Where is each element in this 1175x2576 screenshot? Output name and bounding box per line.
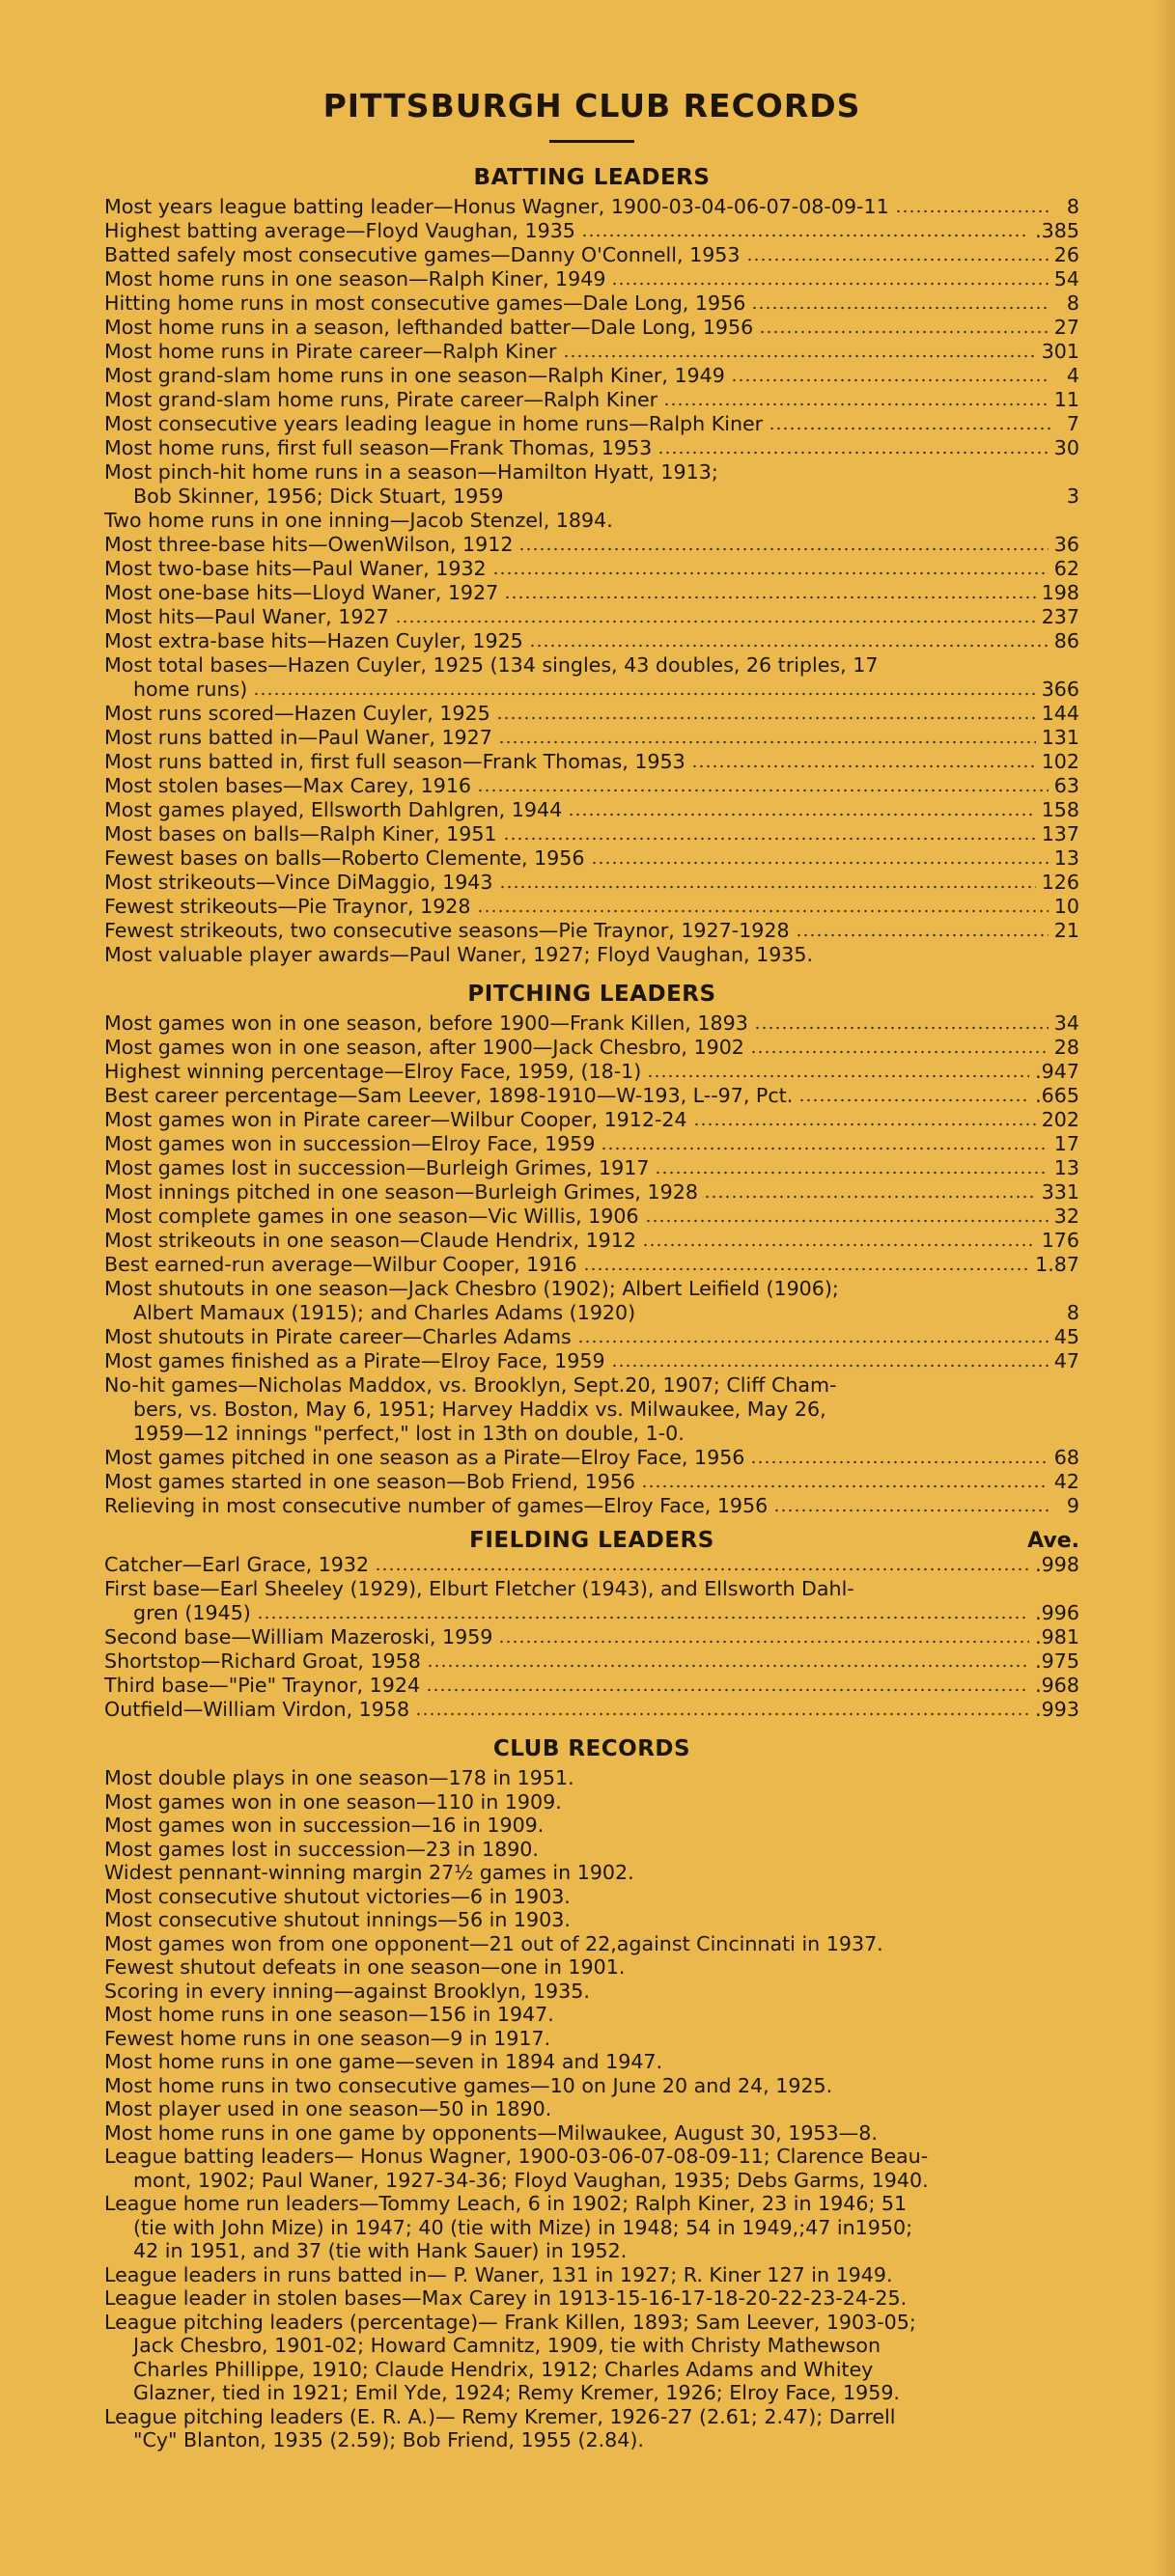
- record-text: League leaders in runs batted in— P. Waner, 131 in 1927; R. Kiner 127 in 1949.: [104, 2262, 893, 2286]
- record-text: Most years league batting leader—Honus Wagner, 1900-03-04-06-07-08-09-11: [104, 195, 889, 218]
- record-text: Most runs batted in, first full season—Frank Thomas, 1953: [104, 750, 685, 773]
- batting-leaders-heading: BATTING LEADERS: [473, 165, 711, 190]
- record-row: [104, 557, 1079, 581]
- record-value: 11: [1053, 388, 1079, 411]
- record-text: League leader in stolen bases—Max Carey in 1913-15-16-17-18-20-22-23-24-25.: [104, 2286, 908, 2310]
- record-value: 158: [1041, 798, 1079, 821]
- record-text: Shortstop—Richard Groat, 1958: [104, 1649, 421, 1673]
- record-value: 331: [1041, 1180, 1079, 1204]
- batting-list-2: [104, 533, 1079, 653]
- record-value: 8: [1066, 291, 1079, 315]
- record-row: [104, 243, 1079, 267]
- record-value: 34: [1053, 1011, 1079, 1035]
- record-row: [104, 267, 1079, 291]
- record-row: [104, 388, 1079, 412]
- record-text: League home run leaders—Tommy Leach, 6 in 1902; Ralph Kiner, 23 in 1946; 51: [104, 2192, 908, 2215]
- record-row: [104, 1036, 1079, 1060]
- record-value: 176: [1041, 1229, 1079, 1252]
- record-row: [104, 629, 1079, 653]
- record-text: Relieving in most consecutive number of games—Elroy Face, 1956: [104, 1494, 769, 1517]
- record-value: 26: [1053, 243, 1079, 266]
- record-text: Third base—"Pie" Traynor, 1924: [104, 1674, 421, 1697]
- record-text: "Cy" Blanton, 1935 (2.59); Bob Friend, 1955 (2.84).: [133, 2428, 644, 2451]
- record-text: Most games won in succession—Elroy Face, 1959: [104, 1132, 596, 1155]
- record-text: Jack Chesbro, 1901-02; Howard Camnitz, 1909, tie with Christy Mathewson: [133, 2334, 881, 2357]
- no-hit-record: [104, 1373, 1079, 1446]
- record-text: (tie with John Mize) in 1947; 40 (tie with Mize) in 1948; 54 in 1949,;47 in1950;: [133, 2215, 913, 2239]
- club-record-line: Most consecutive shutout victories—6 in 1903.: [104, 1884, 571, 1908]
- record-text: Most strikeouts in one season—Claude Hendrix, 1912: [104, 1229, 636, 1252]
- record-value: 237: [1041, 605, 1079, 628]
- record-text: League batting leaders— Honus Wagner, 1900-03-06-07-08-09-11; Clarence Beau-: [104, 2145, 929, 2168]
- record-row: [104, 1132, 1079, 1156]
- record-value: 28: [1053, 1036, 1079, 1059]
- record-text: Most strikeouts—Vince DiMaggio, 1943: [104, 871, 493, 894]
- club-record-line: Most home runs in one game—seven in 1894 and 1947.: [104, 2050, 663, 2073]
- record-row: [104, 1325, 1079, 1349]
- record-text: Most games finished as a Pirate—Elroy Face, 1959: [104, 1349, 605, 1372]
- club-record-line: Most player used in one season—50 in 1890.: [104, 2097, 552, 2120]
- record-value: .947: [1035, 1060, 1079, 1083]
- record-value: 198: [1041, 581, 1079, 604]
- record-row: [104, 533, 1079, 557]
- record-text: Second base—William Mazeroski, 1959: [104, 1625, 493, 1648]
- record-text: 42 in 1951, and 37 (tie with Hank Sauer) in 1952.: [133, 2239, 628, 2262]
- record-text: Most runs batted in—Paul Waner, 1927: [104, 726, 492, 749]
- record-row: [104, 1156, 1079, 1180]
- fielding-leaders-heading: FIELDING LEADERS: [469, 1528, 714, 1553]
- record-text: 1959—12 innings "perfect," lost in 13th on double, 1-0.: [133, 1422, 685, 1445]
- records-sheet: [104, 87, 1079, 2452]
- record-text: Catcher—Earl Grace, 1932: [104, 1553, 370, 1576]
- record-value: 54: [1053, 267, 1079, 291]
- record-row: [104, 1649, 1079, 1674]
- record-text: Most consecutive years leading league in home runs—Ralph Kiner: [104, 412, 764, 435]
- pitching-list-2: [104, 1325, 1079, 1373]
- record-text: Most home runs in one season—Ralph Kiner, 1949: [104, 267, 606, 291]
- record-row: [104, 581, 1079, 605]
- record-row: [104, 340, 1079, 364]
- pitching-list-1: [104, 1011, 1079, 1277]
- record-value: 7: [1066, 412, 1079, 435]
- record-row: [104, 1446, 1079, 1470]
- record-value: 42: [1053, 1470, 1079, 1493]
- club-record-line: Most home runs in one game by opponents—Milwaukee, August 30, 1953—8.: [104, 2120, 878, 2145]
- record-value: 4: [1066, 364, 1079, 387]
- record-value: 8: [1066, 195, 1079, 218]
- total-bases-record: [104, 653, 1079, 702]
- record-value: .975: [1035, 1649, 1079, 1673]
- record-text: Most bases on balls—Ralph Kiner, 1951: [104, 822, 497, 845]
- record-text: Fewest strikeouts—Pie Traynor, 1928: [104, 895, 471, 918]
- record-text: gren (1945): [133, 1601, 251, 1624]
- record-text: Batted safely most consecutive games—Danny O'Connell, 1953: [104, 243, 741, 266]
- record-row: [104, 436, 1079, 460]
- record-text: Most innings pitched in one season—Burleigh Grimes, 1928: [104, 1180, 698, 1204]
- record-text: Fewest strikeouts, two consecutive seasons—Pie Traynor, 1927-1928: [104, 919, 790, 942]
- fielding-list: [104, 1625, 1079, 1722]
- record-text: League pitching leaders (E. R. A.)— Remy Kremer, 1926-27 (2.61; 2.47); Darrell: [104, 2404, 896, 2428]
- club-record-line: Most consecutive shutout innings—56 in 1903.: [104, 1908, 571, 1931]
- record-text: Highest batting average—Floyd Vaughan, 1935: [104, 219, 575, 242]
- record-value: 8: [1066, 1301, 1079, 1324]
- record-row: [104, 412, 1079, 436]
- record-text: Most home runs in a season, lefthanded batter—Dale Long, 1956: [104, 316, 754, 339]
- club-records-heading: CLUB RECORDS: [492, 1736, 691, 1761]
- record-text: Most runs scored—Hazen Cuyler, 1925: [104, 702, 490, 725]
- record-text: Most home runs, first full season—Frank Thomas, 1953: [104, 436, 653, 459]
- record-row: [104, 774, 1079, 798]
- record-value: 45: [1053, 1325, 1079, 1348]
- club-record-line: Scoring in every inning—against Brooklyn, 1935.: [104, 1979, 590, 2003]
- record-text: Most games started in one season—Bob Friend, 1956: [104, 1470, 636, 1493]
- pinch-hit-record: [104, 460, 1079, 509]
- record-value: 86: [1053, 629, 1079, 652]
- record-value: .993: [1035, 1698, 1079, 1721]
- record-text: Best career percentage—Sam Leever, 1898-1910—W-193, L--97, Pct.: [104, 1084, 794, 1107]
- record-row: [104, 1698, 1079, 1722]
- record-text: Outfield—William Virdon, 1958: [104, 1698, 410, 1721]
- club-record-line: Most double plays in one season—178 in 1951.: [104, 1766, 574, 1789]
- record-row: [104, 1470, 1079, 1494]
- record-text: Most stolen bases—Max Carey, 1916: [104, 774, 472, 797]
- record-value: 36: [1053, 533, 1079, 556]
- record-row: [104, 1674, 1079, 1698]
- club-lines: [104, 1766, 1079, 2145]
- record-text: Most games pitched in one season as a Pirate—Elroy Face, 1956: [104, 1446, 745, 1469]
- record-row: [104, 919, 1079, 943]
- record-text: Most two-base hits—Paul Waner, 1932: [104, 557, 487, 580]
- record-row: [104, 1625, 1079, 1649]
- record-value: 68: [1053, 1446, 1079, 1469]
- club-records-list: [104, 1766, 1079, 2452]
- record-value: 202: [1041, 1108, 1079, 1131]
- record-value: 63: [1053, 774, 1079, 797]
- record-row: [104, 1108, 1079, 1132]
- record-text: Highest winning percentage—Elroy Face, 1959, (18-1): [104, 1060, 642, 1083]
- fielding-leaders-header: [104, 1528, 1079, 1553]
- record-row: [104, 702, 1079, 726]
- record-text: Most games lost in succession—Burleigh Grimes, 1917: [104, 1156, 650, 1179]
- pitching-leaders-heading: PITCHING LEADERS: [467, 982, 716, 1007]
- record-row: [104, 798, 1079, 822]
- record-value: 102: [1041, 750, 1079, 773]
- record-value: 301: [1041, 340, 1079, 363]
- record-row: [104, 1253, 1079, 1277]
- club-record-line: Most games lost in succession—23 in 1890.: [104, 1837, 539, 1861]
- record-text: Most valuable player awards—Paul Waner, 1927; Floyd Vaughan, 1935.: [104, 943, 814, 966]
- record-row: [104, 895, 1079, 919]
- record-value: .981: [1035, 1625, 1079, 1648]
- page-title: PITTSBURGH CLUB RECORDS: [104, 87, 1079, 143]
- club-record-line: Widest pennant-winning margin 27½ games in 1902.: [104, 1861, 634, 1884]
- record-value: 1.87: [1035, 1253, 1079, 1276]
- record-row: [104, 1084, 1079, 1108]
- record-row: [104, 846, 1079, 871]
- average-column-label: Ave.: [1027, 1529, 1079, 1553]
- record-row: [104, 1494, 1079, 1518]
- record-row: [104, 219, 1079, 243]
- record-value: 30: [1053, 436, 1079, 459]
- record-value: .998: [1035, 1553, 1079, 1576]
- record-row: [104, 1205, 1079, 1229]
- record-value: 137: [1041, 822, 1079, 845]
- pitching-list-3: [104, 1446, 1079, 1518]
- record-row: [104, 605, 1079, 629]
- record-value: 366: [1041, 678, 1079, 701]
- record-text: Most total bases—Hazen Cuyler, 1925 (134 singles, 43 doubles, 26 triples, 17: [104, 653, 879, 677]
- record-row: [104, 291, 1079, 316]
- club-record-line: Most home runs in two consecutive games—10 on June 20 and 24, 1925.: [104, 2073, 833, 2097]
- record-value: 3: [1066, 485, 1079, 508]
- club-record-line: Most games won from one opponent—21 out of 22,against Cincinnati in 1937.: [104, 1931, 883, 1955]
- record-row: [104, 1349, 1079, 1373]
- mvp-record: [104, 943, 1079, 967]
- record-text: No-hit games—Nicholas Maddox, vs. Brooklyn, Sept.20, 1907; Cliff Cham-: [104, 1373, 837, 1397]
- record-text: Most pinch-hit home runs in a season—Hamilton Hyatt, 1913;: [104, 460, 718, 484]
- record-value: .968: [1035, 1674, 1079, 1697]
- record-text: Most grand-slam home runs in one season—Ralph Kiner, 1949: [104, 364, 725, 387]
- record-value: 32: [1053, 1205, 1079, 1228]
- record-row: [104, 1060, 1079, 1084]
- club-record-line: Most games won in succession—16 in 1909.: [104, 1814, 545, 1837]
- record-text: Most games won in one season, before 1900—Frank Killen, 1893: [104, 1011, 748, 1035]
- record-text: Most home runs in Pirate career—Ralph Kiner: [104, 340, 557, 363]
- record-text: Fewest bases on balls—Roberto Clemente, 1956: [104, 846, 585, 870]
- record-text: Most three-base hits—OwenWilson, 1912: [104, 533, 514, 556]
- record-row: [104, 871, 1079, 895]
- record-value: .996: [1035, 1601, 1079, 1624]
- record-row: [104, 364, 1079, 388]
- club-record-line: Most home runs in one season—156 in 1947.: [104, 2003, 554, 2026]
- record-text: Most games played, Ellsworth Dahlgren, 1944: [104, 798, 563, 821]
- record-text: Bob Skinner, 1956; Dick Stuart, 1959: [133, 485, 504, 508]
- record-text: Most shutouts in Pirate career—Charles Adams: [104, 1325, 572, 1348]
- record-value: 47: [1053, 1349, 1079, 1372]
- record-value: 144: [1041, 702, 1079, 725]
- batting-list-3: [104, 702, 1079, 943]
- record-value: .385: [1035, 219, 1079, 242]
- record-text: bers, vs. Boston, May 6, 1951; Harvey Haddix vs. Milwaukee, May 26,: [133, 1398, 826, 1421]
- club-record-line: Most games won in one season—110 in 1909.: [104, 1789, 562, 1814]
- record-text: Most one-base hits—Lloyd Waner, 1927: [104, 581, 499, 604]
- record-value: 21: [1053, 919, 1079, 942]
- record-text: Most hits—Paul Waner, 1927: [104, 605, 389, 628]
- shutouts-record: [104, 1277, 1079, 1325]
- first-base-record: [104, 1577, 1079, 1625]
- record-text: Most extra-base hits—Hazen Cuyler, 1925: [104, 629, 523, 652]
- record-text: League pitching leaders (percentage)— Frank Killen, 1893; Sam Leever, 1903-05;: [104, 2310, 916, 2334]
- record-row: [104, 822, 1079, 846]
- club-record-line: Fewest shutout defeats in one season—one in 1901.: [104, 1955, 626, 1979]
- record-text: Most shutouts in one season—Jack Chesbro (1902); Albert Leifield (1906);: [104, 1277, 839, 1300]
- record-text: Albert Mamaux (1915); and Charles Adams (1920): [133, 1301, 636, 1324]
- record-row: [104, 750, 1079, 774]
- record-text: mont, 1902; Paul Waner, 1927-34-36; Floyd Vaughan, 1935; Debs Garms, 1940.: [133, 2168, 929, 2192]
- record-row: [104, 726, 1079, 750]
- record-value: 9: [1066, 1494, 1079, 1517]
- record-value: 27: [1053, 316, 1079, 339]
- record-row: [104, 1229, 1079, 1253]
- record-row: [104, 1011, 1079, 1036]
- record-text: Most complete games in one season—Vic Willis, 1906: [104, 1205, 639, 1228]
- record-text: Most games won in Pirate career—Wilbur Cooper, 1912-24: [104, 1108, 687, 1131]
- two-home-runs-record: [104, 509, 1079, 533]
- record-value: 126: [1041, 871, 1079, 894]
- catcher-record: [104, 1553, 1079, 1577]
- record-text: Most grand-slam home runs, Pirate career—Ralph Kiner: [104, 388, 658, 411]
- record-value: 13: [1053, 1156, 1079, 1179]
- club-record-line: Fewest home runs in one season—9 in 1917.: [104, 2026, 551, 2050]
- record-text: Two home runs in one inning—Jacob Stenzel, 1894.: [104, 509, 613, 532]
- record-value: 131: [1041, 726, 1079, 749]
- record-text: Most games won in one season, after 1900—Jack Chesbro, 1902: [104, 1036, 744, 1059]
- record-row: [104, 1180, 1079, 1205]
- record-text: Hitting home runs in most consecutive games—Dale Long, 1956: [104, 291, 746, 315]
- record-text: Glazner, tied in 1921; Emil Yde, 1924; Remy Kremer, 1926; Elroy Face, 1959.: [133, 2381, 900, 2404]
- record-value: 13: [1053, 846, 1079, 870]
- record-row: [104, 316, 1079, 340]
- record-value: .665: [1035, 1084, 1079, 1107]
- record-value: 10: [1053, 895, 1079, 918]
- record-value: 62: [1053, 557, 1079, 580]
- record-value: 17: [1053, 1132, 1079, 1155]
- batting-list-1: [104, 195, 1079, 460]
- record-row: [104, 195, 1079, 219]
- record-text: Charles Phillippe, 1910; Claude Hendrix, 1912; Charles Adams and Whitey: [133, 2357, 874, 2381]
- record-text: home runs): [133, 678, 248, 701]
- record-text: First base—Earl Sheeley (1929), Elburt Fletcher (1943), and Ellsworth Dahl-: [104, 1577, 854, 1600]
- record-text: Best earned-run average—Wilbur Cooper, 1916: [104, 1253, 577, 1276]
